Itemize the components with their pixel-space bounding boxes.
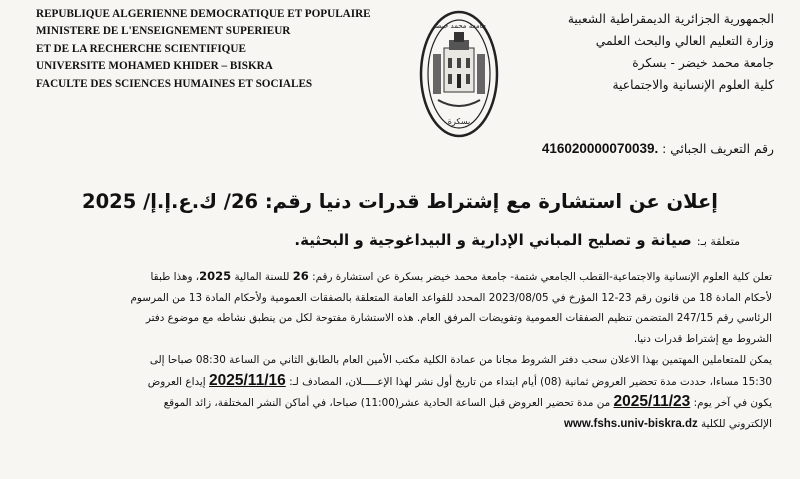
website-link[interactable]: www.fshs.univ-biskra.dz: [563, 417, 698, 430]
body-line: تعلن كلية العلوم الإنسانية والاجتماعية-القطب الجامعي شتمة- جامعة محمد خيضر بسكرة عن استشارة رقم: 26 للسنة المالية 2025، وهذا طبقا: [150, 269, 772, 283]
body-line: لأحكام المادة 18 من قانون رقم 23-12 المؤرخ في 2023/08/05 المحدد للقواعد العامة المتعلقة بالصفقات العمومية ولأحكام المادة 13 من المرسوم: [130, 291, 772, 304]
tax-id: [542, 141, 774, 156]
header-ar-line: الجمهورية الجزائرية الديمقراطية الشعبية: [567, 12, 774, 26]
header-ar-line: وزارة التعليم العالي والبحث العلمي: [595, 34, 774, 48]
tax-id-label: رقم التعريف الجبائي :: [662, 142, 774, 156]
header-ar-line: جامعة محمد خيضر - بسكرة: [632, 56, 774, 70]
header-fr-line: MINISTERE DE L'ENSEIGNEMENT SUPERIEUR: [36, 25, 291, 38]
publication-date: 2025/11/16: [209, 371, 286, 389]
fiscal-year: 2025: [199, 269, 232, 283]
body-line: الرئاسي رقم 247/15 المتضمن تنظيم الصفقات العمومية وتفويضات المرفق العام. هذه الاستشارة مفتوحة لكل من ينطبق نشاطه مع موضوع دفتر: [145, 312, 772, 325]
subject-label: متعلقة بـ:: [696, 235, 740, 248]
body-line: يكون في آخر يوم: 2025/11/23 من مدة تحضير العروض قبل الساعة الحادية عشر(11:00) صباحا، في أماكن النشر المختلفة، زائد الموقع: [163, 393, 772, 411]
body-line: 15:30 مساءا، حددت مدة تحضير العروض ثمانية (08) أيام ابتداء من تاريخ أول نشر لهذا الإعـــــلان، المصادف لـ: 2025/11/16 إيداع العروض: [147, 371, 772, 389]
header-ar-line: كلية العلوم الإنسانية والاجتماعية: [612, 78, 774, 92]
header-french: [36, 6, 371, 93]
body-line: يمكن للمتعاملين المهتمين بهذا الاعلان سحب دفتر الشروط مجانا من عمادة الكلية مكتب الأمين العام بالطابق الثاني من الساعة 08:30 صباحا إلى: [149, 353, 772, 366]
header-fr-line: UNIVERSITE MOHAMED KHIDER – BISKRA: [36, 60, 273, 73]
body-line: الإلكتروني للكلية www.fshs.univ-biskra.dz: [563, 417, 772, 430]
header-fr-line: REPUBLIQUE ALGERIENNE DEMOCRATIQUE ET POPULAIRE: [36, 8, 371, 20]
tax-id-value: 416020000070039.: [541, 141, 659, 156]
consultation-number: 26: [292, 269, 309, 283]
header-fr-line: ET DE LA RECHERCHE SCIENTIFIQUE: [36, 42, 246, 55]
body-line: الشروط مع إشتراط قدرات دنيا.: [633, 333, 772, 346]
header-arabic: [514, 8, 774, 96]
header-fr-line: FACULTE DES SCIENCES HUMAINES ET SOCIALES: [36, 77, 313, 90]
university-seal-icon: [418, 8, 500, 140]
announcement-subject: [294, 230, 740, 249]
svg-text:بسكرة: بسكرة: [447, 117, 471, 126]
announcement-body: [28, 266, 772, 435]
svg-text:جامعة محمد خيضر: جامعة محمد خيضر: [431, 22, 487, 30]
subject-text: صيانة و تصليح المباني الإدارية و البيداغوجية و البحثية.: [294, 231, 692, 249]
announcement-title: إعلان عن استشارة مع إشتراط قدرات دنيا رقم: 26/ ك.ع.إ.إ/ 2025: [82, 190, 718, 213]
deadline-date: 2025/11/23: [613, 393, 691, 411]
